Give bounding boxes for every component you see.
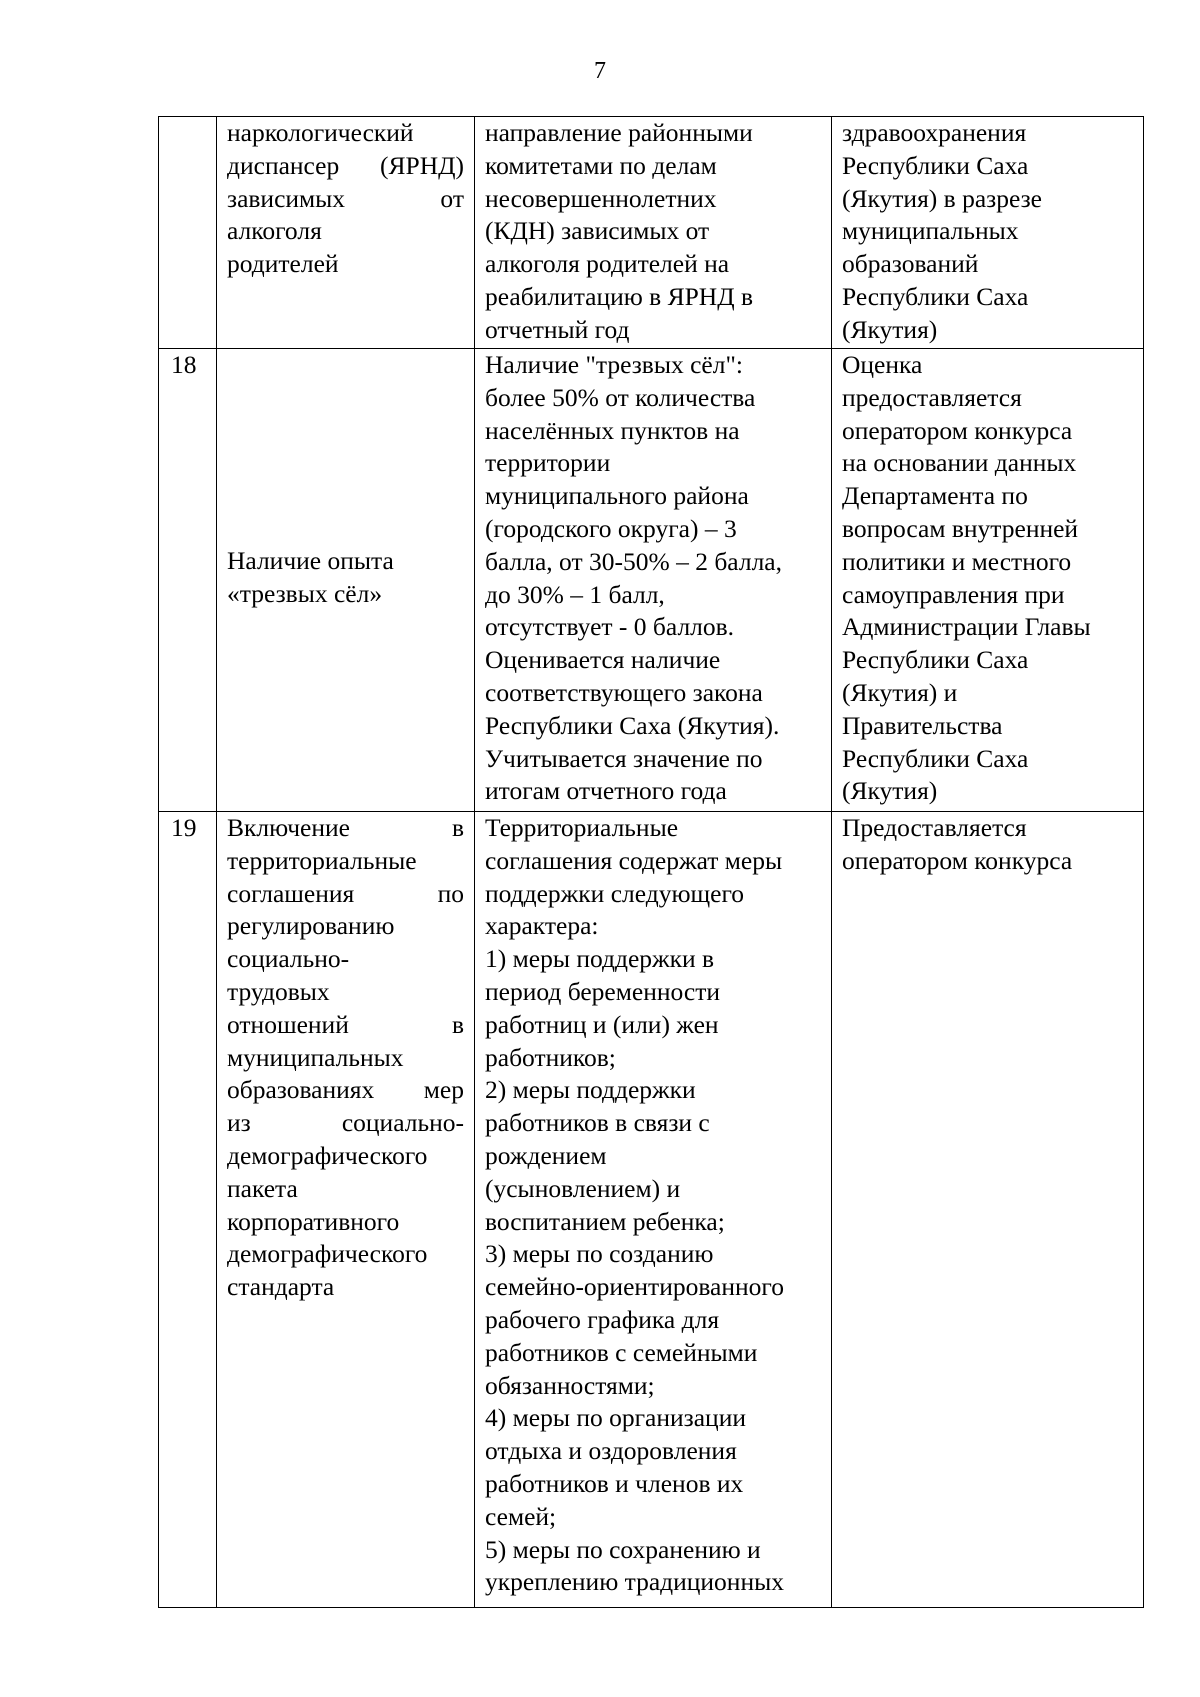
text-line: характера: <box>485 911 599 941</box>
text-line: стандарта <box>227 1272 335 1302</box>
text-line: Правительства <box>842 710 1003 740</box>
text-line: политики и местного <box>842 546 1072 576</box>
text-line: укреплению традиционных <box>485 1567 784 1597</box>
text-line: родителей <box>227 249 339 279</box>
text-line: работников; <box>485 1042 616 1072</box>
text-line: демографического <box>227 1140 428 1170</box>
description-cell <box>475 349 832 812</box>
text-line: более 50% от количества <box>485 382 756 412</box>
text-line: 3) меры по созданию <box>485 1239 714 1269</box>
text-line: воспитанием ребенка; <box>485 1206 725 1236</box>
text-line: образованиях мер <box>227 1075 464 1105</box>
text-line: Оценка <box>842 350 923 379</box>
text-line: территориальные <box>227 845 417 875</box>
text-line: здравоохранения <box>842 118 1027 147</box>
table-row <box>159 117 1144 349</box>
text-line: алкоголя <box>227 216 322 246</box>
text-line: социально- <box>227 944 350 974</box>
source-cell <box>832 117 1144 349</box>
text-line: (Якутия) <box>842 314 938 344</box>
text-line: (Якутия) в разрезе <box>842 183 1042 213</box>
text-line: обязанностями; <box>485 1370 655 1400</box>
text-line: 2) меры поддержки <box>485 1075 696 1105</box>
text-line: Республики Саха <box>842 645 1029 675</box>
text-line: работников с семейными <box>485 1337 758 1367</box>
text-line: работниц и (или) жен <box>485 1009 719 1039</box>
text-line: Республики Саха <box>842 150 1029 180</box>
text-line: несовершеннолетних <box>485 183 717 213</box>
text-line: самоуправления при <box>842 579 1065 609</box>
text-line: муниципального района <box>485 481 749 511</box>
text-line: муниципальных <box>842 216 1019 246</box>
text-line: Учитывается значение по <box>485 743 763 773</box>
text-line: «трезвых сёл» <box>227 578 383 608</box>
row-number-cell: 19 <box>159 812 217 1608</box>
text-line: вопросам внутренней <box>842 513 1079 543</box>
description-cell <box>475 812 832 1608</box>
description-cell <box>475 117 832 349</box>
text-line: итогам отчетного года <box>485 776 727 806</box>
text-line: образований <box>842 249 979 279</box>
text-line: семей; <box>485 1501 557 1531</box>
text-line: населённых пунктов на <box>485 415 740 445</box>
text-line: 4) меры по организации <box>485 1403 747 1433</box>
criteria-table <box>158 116 1144 1608</box>
text-line: балла, от 30-50% – 2 балла, <box>485 546 782 576</box>
text-line: Администрации Главы <box>842 612 1091 642</box>
text-line: комитетами по делам <box>485 150 717 180</box>
text-line: предоставляется <box>842 382 1022 412</box>
text-line: (КДН) зависимых от <box>485 216 710 246</box>
row-number-cell: 18 <box>159 349 217 812</box>
text-line: территории <box>485 448 611 478</box>
text-line: 5) меры по сохранению и <box>485 1534 761 1564</box>
text-line: Республики Саха <box>842 281 1029 311</box>
text-line: пакета <box>227 1173 298 1203</box>
text-line: алкоголя родителей на <box>485 249 730 279</box>
text-line: отношений в <box>227 1009 464 1039</box>
page-number: 7 <box>594 58 606 84</box>
source-cell <box>832 812 1144 1608</box>
text-line: зависимых от <box>227 183 464 213</box>
text-line: регулированию <box>227 911 395 941</box>
text-line: трудовых <box>227 976 330 1006</box>
text-line: Предоставляется <box>842 813 1027 842</box>
text-line: реабилитацию в ЯРНД в <box>485 281 754 311</box>
criterion-cell <box>217 349 475 812</box>
text-line: (городского округа) – 3 <box>485 513 737 543</box>
text-line: 1) меры поддержки в <box>485 944 715 974</box>
text-line: Наличие опыта <box>227 546 394 575</box>
text-line: отдыха и оздоровления <box>485 1436 737 1466</box>
text-line: муниципальных <box>227 1042 404 1072</box>
text-line: (усыновлением) и <box>485 1173 681 1203</box>
text-line: Наличие "трезвых сёл": <box>485 350 743 379</box>
text-line: отсутствует - 0 баллов. <box>485 612 735 642</box>
text-line: Республики Саха (Якутия). <box>485 710 780 740</box>
text-line: поддержки следующего <box>485 878 745 908</box>
text-line: Включение в <box>227 813 464 842</box>
text-line: корпоративного <box>227 1206 400 1236</box>
text-line: (Якутия) и <box>842 677 958 707</box>
text-line: на основании данных <box>842 448 1077 478</box>
text-line: работников и членов их <box>485 1468 744 1498</box>
text-line: период беременности <box>485 976 720 1006</box>
text-line: работников в связи с <box>485 1108 710 1138</box>
criterion-cell <box>217 117 475 349</box>
text-line: соглашения по <box>227 878 464 908</box>
text-line: отчетный год <box>485 314 630 344</box>
criterion-text-block <box>227 349 464 611</box>
text-line: семейно-ориентированного <box>485 1272 784 1302</box>
text-line: Департамента по <box>842 481 1028 511</box>
text-line: оператором конкурса <box>842 415 1073 445</box>
text-line: Территориальные <box>485 813 679 842</box>
text-line: (Якутия) <box>842 776 938 806</box>
text-line: из социально- <box>227 1108 464 1138</box>
source-cell <box>832 349 1144 812</box>
text-line: соответствующего закона <box>485 677 763 707</box>
text-line: до 30% – 1 балл, <box>485 579 665 609</box>
text-line: демографического <box>227 1239 428 1269</box>
text-line: Оценивается наличие <box>485 645 721 675</box>
table-row <box>159 349 1144 812</box>
text-line: наркологический <box>227 118 414 147</box>
text-line: диспансер (ЯРНД) <box>227 150 464 180</box>
text-line: рождением <box>485 1140 607 1170</box>
text-line: соглашения содержат меры <box>485 845 783 875</box>
criterion-cell <box>217 812 475 1608</box>
row-number-cell <box>159 117 217 349</box>
text-line: направление районными <box>485 118 753 147</box>
text-line: Республики Саха <box>842 743 1029 773</box>
table-row <box>159 812 1144 1608</box>
text-line: оператором конкурса <box>842 845 1073 875</box>
text-line: рабочего графика для <box>485 1304 720 1334</box>
